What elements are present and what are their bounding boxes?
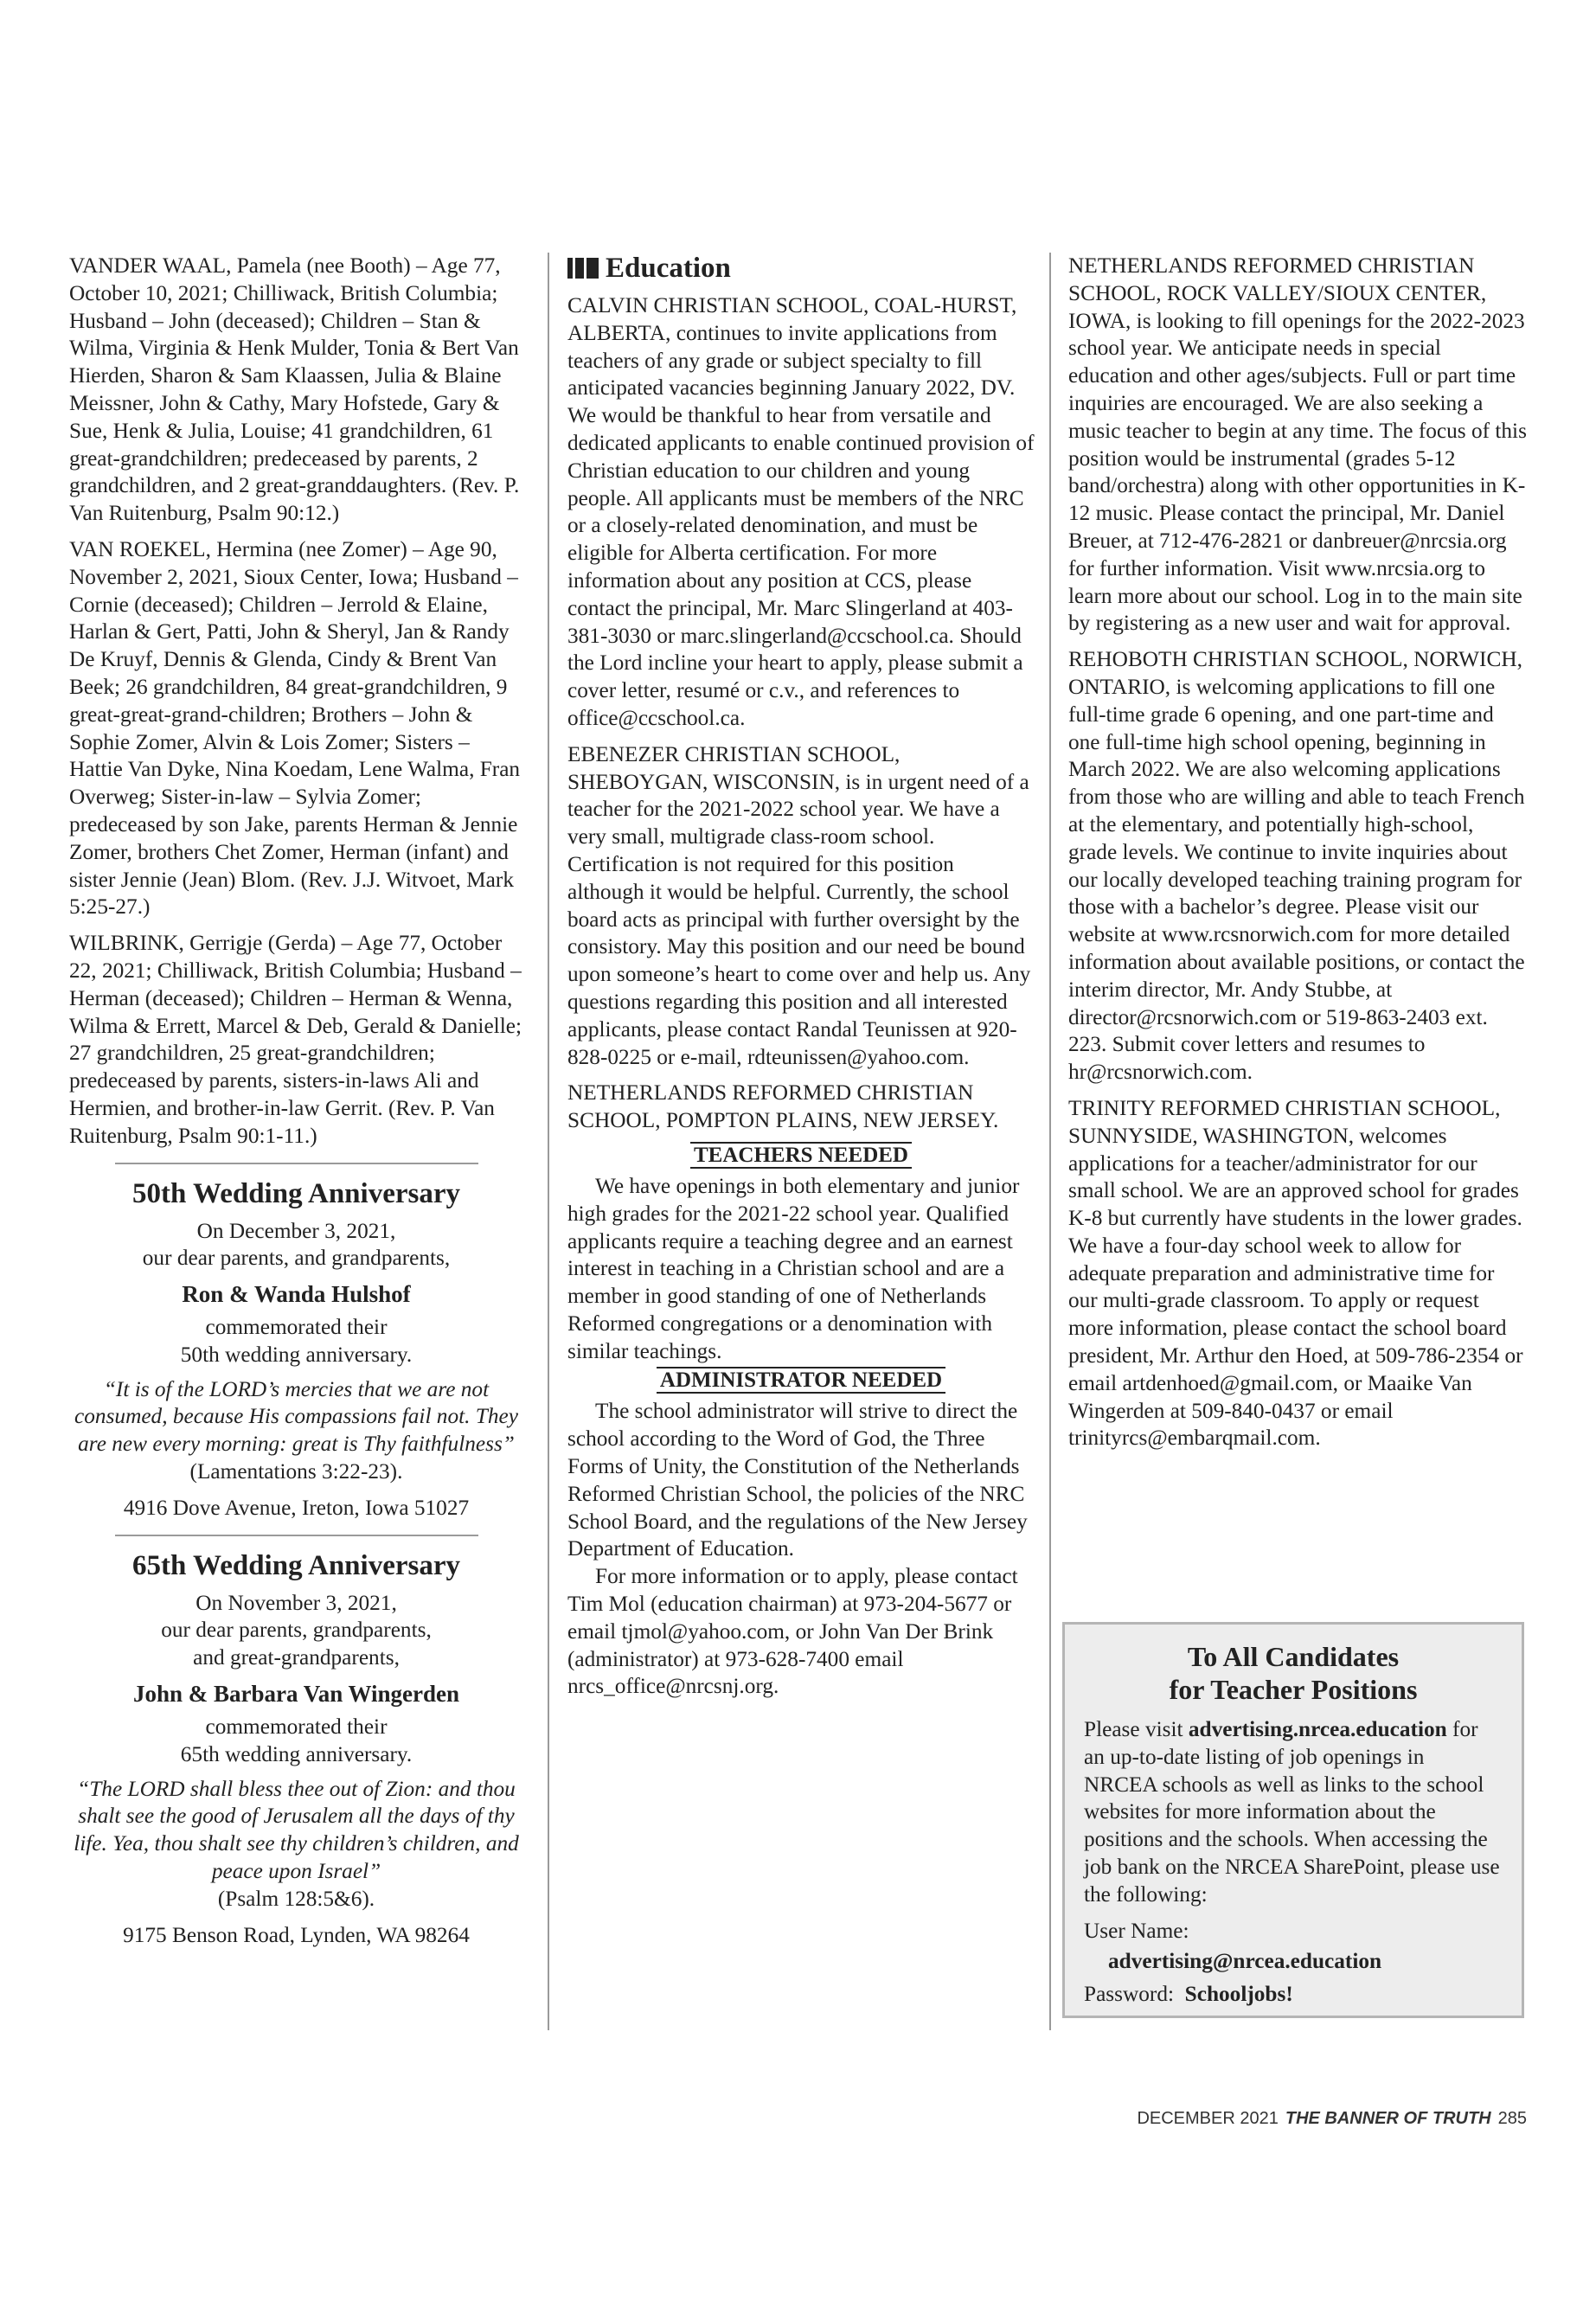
subheading-administrator [567, 1368, 1035, 1393]
anniversary-date: On November 3, 2021, [195, 1590, 397, 1615]
obituary-van-roekel: VAN ROEKEL, Hermina (nee Zomer) – Age 90, November 2, 2021, Sioux Center, Iowa; Husband – Cornie (deceased); Children – Jerrold & Elaine, Harlan & Gert, Patti, John & Sheryl, Jan & Randy De Kruyf, Dennis & Glenda, Cindy & Brent Van Beek; 26 grandchildren, 84 great-grandchildren, 9 great-great-grand-children; Brothers – John & Sophie Zomer, Alvin & Lois Zomer; Sisters – Hattie Van Dyke, Nina Koedam, Lene Walma, Fran Overweg; Sister-in-law – Sylvia Zomer; predeceased by son Jake, parents Herman & Jennie Zomer, brothers Chet Zomer, Herman (infant) and sister Jennie (Jean) Blom. (Rev. J.J. Witvoet, Mark 5:25-27.) [69, 536, 521, 920]
ad-nrcs-pompton-plains: NETHERLANDS REFORMED CHRISTIAN SCHOOL, POMPTON PLAINS, NEW JERSEY. [567, 1080, 999, 1133]
administrator-needed-text: The school administrator will strive to direct the school according to the Word of God, the Three Forms of Unity, the Constitution of the Netherlands Reformed Christian School, the policies of the NRC School Board, and the regulations of the New Jersey Department of Education. [567, 1399, 1028, 1561]
verse-ref: (Psalm 128:5&6). [217, 1886, 375, 1911]
anniversary-65th [69, 1535, 523, 1950]
anniversary-names: John & Barbara Van Wingerden [132, 1681, 460, 1708]
column-divider-1 [548, 253, 549, 2030]
anniversary-text: commemorated their [205, 1315, 388, 1340]
box-title [1084, 1640, 1503, 1706]
contact-text: For more information or to apply, please contact Tim Mol (education chairman) at 973-204-5677 or email tjmol@yahoo.com, or John Van Der Brink (administrator) at 973-628-7400 email nrcs_office@nrcsnj.org. [567, 1564, 1018, 1699]
teachers-needed-text: We have openings in both elementary and junior high grades for the 2021-22 school year. Qualified applicants require a teaching degree and an earnest interest in teaching in a Christian school and are a member in good standing of one of Netherlands Reformed congregations or a denomination with similar teachings. [567, 1173, 1020, 1363]
subheading-teachers [567, 1144, 1035, 1168]
anniversary-family-2: and great-grandparents, [193, 1645, 400, 1670]
anniversary-address: 4916 Dove Avenue, Ireton, Iowa 51027 [123, 1495, 470, 1520]
password-row [1084, 1981, 1503, 2009]
page-footer [1137, 2109, 1527, 2129]
obituary-wilbrink: WILBRINK, Gerrigje (Gerda) – Age 77, October 22, 2021; Chilliwack, British Columbia; Husband – Herman (deceased); Children – Herman & Wenna, Wilma & Errett, Marcel & Deb, Gerald & Danielle; 27 grandchildren, 25 great-grandchildren; predeceased by parents, sisters-in-laws Ali and Hermien, and brother-in-law Gerrit. (Rev. P. Van Ruitenburg, Psalm 90:1-11.) [69, 931, 522, 1148]
verse-text: “It is of the LORD’s mercies that we are not consumed, because His compassions fail not. They are new every morning: great is Thy faithfulness” [74, 1376, 518, 1457]
box-title-line-1: To All Candidates [1187, 1641, 1400, 1672]
box-title-line-2: for Teacher Positions [1169, 1674, 1418, 1705]
username-value: advertising@nrcea.education [1108, 1949, 1382, 1974]
column-education-continued [1068, 253, 1527, 1461]
ad-rehoboth-christian: REHOBOTH CHRISTIAN SCHOOL, NORWICH, ONTARIO, is welcoming applications to fill one full-time grade 6 opening, and one part-time and one full-time high school opening, beginning in March 2022. We are also welcoming applications from those who are willing and able to teach French at the elementary, and potentially high-school, grade levels. We continue to invite inquiries about our locally developed teaching training program for those with a bachelor’s degree. Please visit our website at www.rcsnorwich.com for more detailed information about available positions, or contact the interim director, Mr. Andy Stubbe, at director@rcsnorwich.com or 519-863-2403 ext. 223. Submit cover letters and resumes to hr@rcsnorwich.com. [1068, 647, 1525, 1085]
intro-text-2: for an up-to-date listing of job openings in NRCEA schools as well as links to the school websites for more information about the positions and the schools. When accessing the job bank on the NRCEA SharePoint, please use the following: [1084, 1717, 1500, 1907]
username-label: User Name: [1084, 1918, 1189, 1943]
column-education [567, 253, 1035, 1701]
section-header [567, 253, 1035, 284]
anniversary-title: 50th Wedding Anniversary [132, 1177, 460, 1209]
verse-ref: (Lamentations 3:22-23). [189, 1459, 403, 1484]
divider [115, 1163, 478, 1164]
anniversary-title: 65th Wedding Anniversary [132, 1549, 460, 1581]
page-number: 285 [1497, 2109, 1527, 2128]
column-obituaries [69, 253, 523, 1949]
anniversary-date: On December 3, 2021, [196, 1218, 396, 1243]
subheading-text: TEACHERS NEEDED [690, 1142, 912, 1169]
divider [115, 1535, 478, 1536]
obituary-vander-waal: VANDER WAAL, Pamela (nee Booth) – Age 77, October 10, 2021; Chilliwack, British Columbia; Husband – John (deceased); Children – Stan & Wilma, Virginia & Henk Mulder, Tonia & Bert Van Hierden, Sharon & Sam Klaassen, Julia & Blaine Meissner, John & Cathy, Mary Hofstede, Gary & Sue, Henk & Julia, Louise; 41 grandchildren, 61 great-grandchildren; predeceased by parents, 2 grandchildren, and 2 great-granddaughters. (Rev. P. Van Ruitenburg, Psalm 90:12.) [69, 253, 520, 526]
section-title: Education [606, 253, 731, 284]
anniversary-address: 9175 Benson Road, Lynden, WA 98264 [123, 1922, 470, 1947]
footer-date: DECEMBER 2021 [1137, 2109, 1279, 2128]
box-intro [1084, 1716, 1503, 1909]
password-value: Schooljobs! [1184, 1982, 1293, 2007]
anniversary-family: our dear parents, grandparents, [161, 1618, 432, 1643]
footer-magazine: THE BANNER OF TRUTH [1285, 2109, 1491, 2128]
anniversary-text-2: 65th wedding anniversary. [180, 1741, 413, 1766]
anniversary-verse [69, 1376, 523, 1486]
ad-nrcs-rock-valley: NETHERLANDS REFORMED CHRISTIAN SCHOOL, ROCK VALLEY/SIOUX CENTER, IOWA, is looking to fill openings for the 2022-2023 school year. We anticipate needs in special education and other ages/subjects. Full or part time inquiries are encouraged. We are also seeking a music teacher to begin at any time. The focus of this position would be instrumental (grades 5-12 band/orchestra) along with other opportunities in K-12 music. Please contact the principal, Mr. Daniel Breuer, at 712-476-2821 or danbreuer@nrcsia.org for further information. Visit www.nrcsia.org to learn more about our school. Log in to the main site by registering as a new user and wait for approval. [1068, 253, 1527, 636]
job-bank-link[interactable]: advertising.nrcea.education [1188, 1717, 1447, 1741]
section-bars-icon [567, 258, 599, 279]
anniversary-names: Ron & Wanda Hulshof [182, 1281, 411, 1308]
password-label: Password: [1084, 1982, 1175, 2007]
ad-trinity-reformed: TRINITY REFORMED CHRISTIAN SCHOOL, SUNNYSIDE, WASHINGTON, welcomes applications for a teacher/administrator for our small school. We are an approved school for grades K-8 but currently have students in the lower grades. We have a four-day school week to allow for adequate preparation and administrative time for our multi-grade classroom. To apply or request more information, please contact the school board president, Mr. Arthur den Hoed, at 509-786-2354 or email artdenhoed@gmail.com, or Maaike Van Wingerden at 509-840-0437 or email trinityrcs@embarqmail.com. [1068, 1095, 1523, 1451]
anniversary-family: our dear parents, and grandparents, [142, 1246, 451, 1271]
ad-calvin-christian: CALVIN CHRISTIAN SCHOOL, COAL-HURST, ALBERTA, continues to invite applications from teachers of any grade or subject specialty to fill anticipated vacancies beginning January 2022, DV. We would be thankful to hear from versatile and dedicated applicants to enable continued provision of Christian education to our children and young people. All applicants must be members of the NRC or a closely-related denomination, and must be eligible for Alberta certification. For more information about any position at CCS, please contact the principal, Mr. Marc Slingerland at 403-381-3030 or marc.slingerland@ccschool.ca. Should the Lord incline your heart to apply, please submit a cover letter, resumé or c.v., and references to office@ccschool.ca. [567, 293, 1035, 730]
intro-text: Please visit [1084, 1717, 1189, 1741]
anniversary-text: commemorated their [205, 1715, 388, 1740]
column-divider-2 [1049, 253, 1051, 2030]
candidates-info-box [1062, 1622, 1524, 2018]
ad-ebenezer-christian: EBENEZER CHRISTIAN SCHOOL, SHEBOYGAN, WISCONSIN, is in urgent need of a teacher for the 2021-2022 school year. We have a very small, multigrade class-room school. Certification is not required for this position although it would be helpful. Currently, the school board acts as principal with further oversight by the consistory. May this position and our need be bound upon someone’s heart to come over and help us. Any questions regarding this position and all interested applicants, please contact Randal Teunissen at 920-828-0225 or e-mail, rdteunissen@yahoo.com. [567, 741, 1031, 1069]
anniversary-text-2: 50th wedding anniversary. [180, 1342, 413, 1367]
anniversary-verse: “The LORD shall bless thee out of Zion: and thou shalt see the good of Jerusalem all the days of thy life. Yea, thou shalt see thy children’s children, and peace upon Israel” [74, 1776, 519, 1884]
subheading-text: ADMINISTRATOR NEEDED [657, 1367, 945, 1394]
anniversary-50th [69, 1163, 523, 1522]
